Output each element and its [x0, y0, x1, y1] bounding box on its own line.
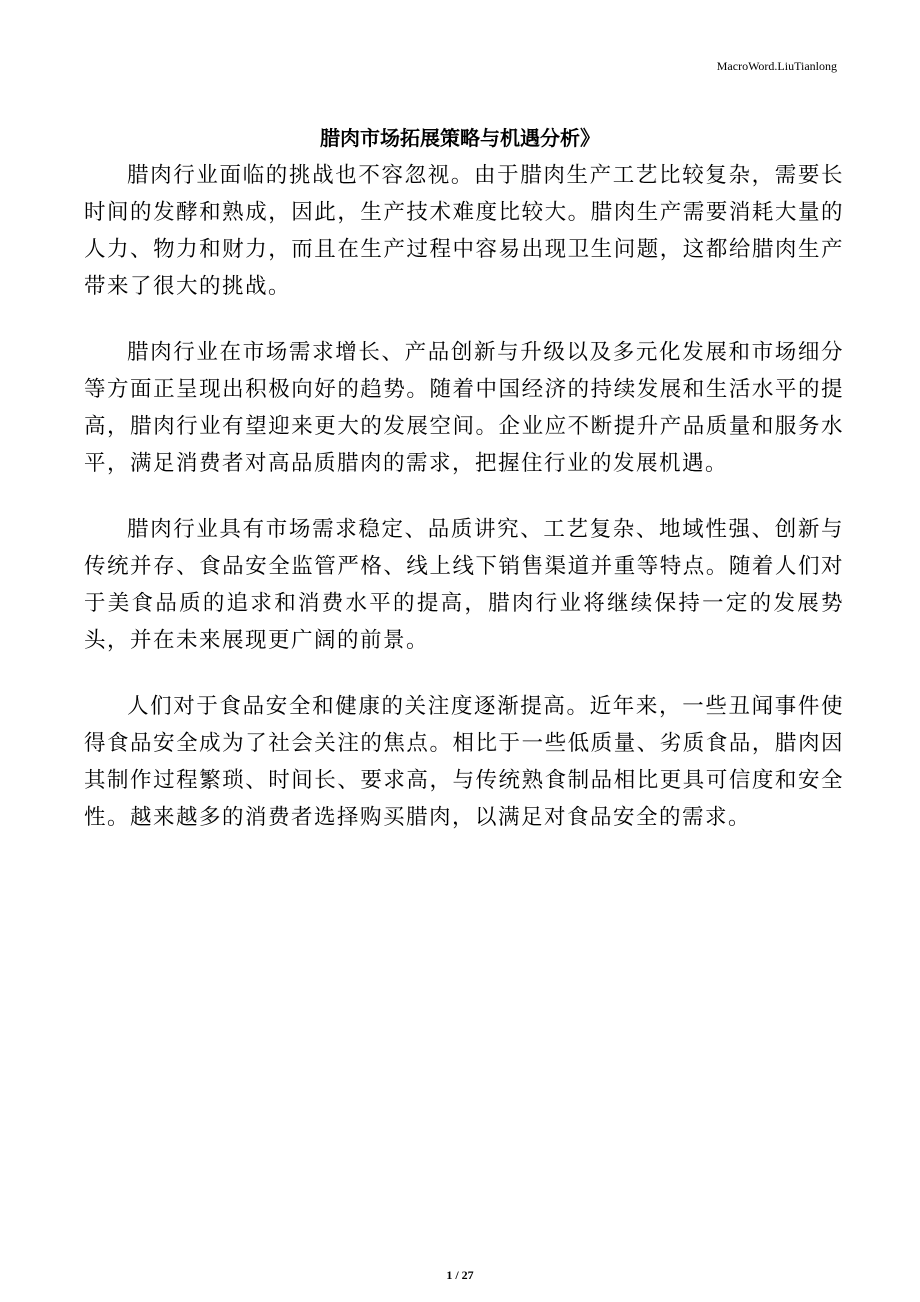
page-number: 1 / 27	[446, 1268, 474, 1282]
paragraph: 腊肉行业面临的挑战也不容忽视。由于腊肉生产工艺比较复杂，需要长时间的发酵和熟成，因此，生产技术难度比较大。腊肉生产需要消耗大量的人力、物力和财力，而且在生产过程中容易出现卫生问题，这都给腊肉生产带来了很大的挑战。	[84, 163, 844, 299]
page-title: 腊肉市场拓展策略与机遇分析》	[320, 126, 600, 150]
paragraph: 腊肉行业在市场需求增长、产品创新与升级以及多元化发展和市场细分等方面正呈现出积极向好的趋势。随着中国经济的持续发展和生活水平的提高，腊肉行业有望迎来更大的发展空间。企业应不断提升产品质量和服务水平，满足消费者对高品质腊肉的需求，把握住行业的发展机遇。	[84, 340, 844, 476]
paragraph: 人们对于食品安全和健康的关注度逐渐提高。近年来，一些丑闻事件使得食品安全成为了社会关注的焦点。相比于一些低质量、劣质食品，腊肉因其制作过程繁琐、时间长、要求高，与传统熟食制品相比更具可信度和安全性。越来越多的消费者选择购买腊肉，以满足对食品安全的需求。	[84, 694, 844, 830]
paragraph: 腊肉行业具有市场需求稳定、品质讲究、工艺复杂、地域性强、创新与传统并存、食品安全监管严格、线上线下销售渠道并重等特点。随着人们对于美食品质的追求和消费水平的提高，腊肉行业将继续保持一定的发展势头，并在未来展现更广阔的前景。	[84, 517, 844, 653]
header-author: MacroWord.LiuTianlong	[716, 59, 837, 73]
document-body	[84, 157, 844, 865]
